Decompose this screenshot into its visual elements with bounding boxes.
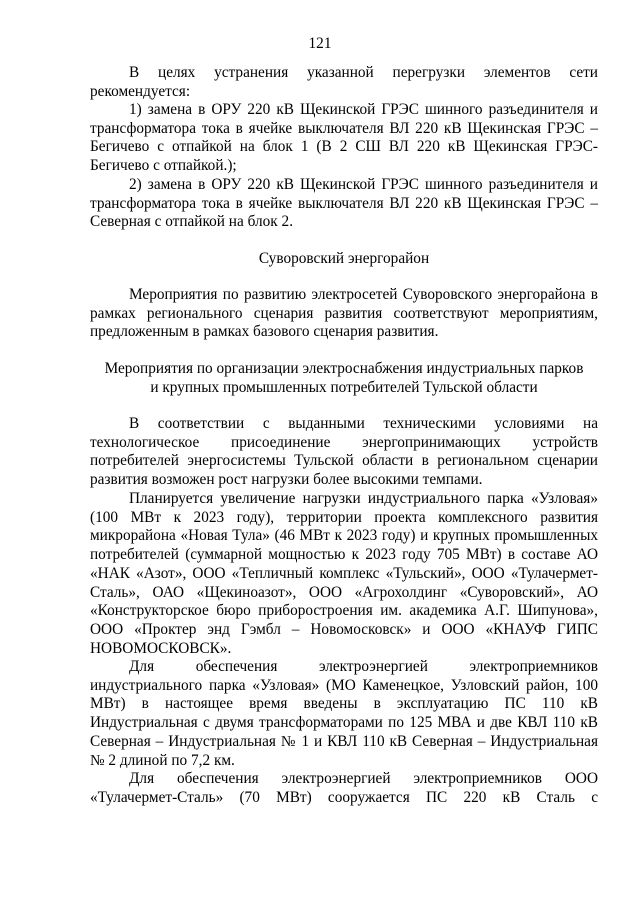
page-number: 121 xyxy=(308,35,332,52)
paragraph-intro-line-1: В целях устранения указанной перегрузки элементов сети xyxy=(129,64,598,81)
paragraph-uzlovaya: Для обеспечения электроэнергией электроприемников индустриального парка «Узловая» (МО Каменецкое, Узловский район, 100 МВт) в настоящее время введены в эксплуатацию ПС 110 кВ Индустриальная с двумя трансформаторами по 125 МВА и две КВЛ 110 кВ Северная – Индустриальная № 1 и КВЛ 110 кВ Северная – Индустриальная № 2 длиной по 7,2 км. xyxy=(90,658,598,769)
paragraph-intro-line-2: рекомендуется: xyxy=(90,82,191,100)
list-item-1: 1) замена в ОРУ 220 кВ Щекинской ГРЭС шинного разъединителя и трансформатора тока в ячейке выключателя ВЛ 220 кВ Щекинская ГРЭС – Бегичево с отпайкой на блок 1 (В 2 СШ ВЛ 220 кВ Щекинская ГРЭС-Бегичево с отпайкой.); xyxy=(90,101,598,175)
heading-line-2: и крупных промышленных потребителей Тульской области xyxy=(150,378,538,396)
paragraph-tech-conditions: В соответствии с выданными техническими условиями на технологическое присоединение энергопринимающих устройств потребителей энергосистемы Тульской области в региональном сценарии развития возможен рост нагрузки более высокими темпами. xyxy=(90,415,598,489)
section-heading-industrial-parks xyxy=(90,360,598,397)
paragraph-load-increase: Планируется увеличение нагрузки индустриального парка «Узловая» (100 МВт к 2023 году), территории проекта комплексного развития микрорайона «Новая Тула» (46 МВт к 2023 году) и крупных промышленных потребителей (суммарной мощностью к 2023 году 705 МВт) в составе АО «НАК «Азот», ООО «Тепличный комплекс «Тульский», ООО «Тулачермет-Сталь», ОАО «Щекиноазот», ООО «Агрохолдинг «Суворовский», АО «Конструкторское бюро приборостроения им. академика А.Г. Шипунова», ООО «Проктер энд Гэмбл – Новомосковск» и ООО «КНАУФ ГИПС НОВОМОСКОВСК». xyxy=(90,490,598,657)
paragraph-intro xyxy=(90,64,598,101)
heading-line-1: Мероприятия по организации электроснабжения индустриальных парков xyxy=(104,360,584,377)
paragraph-tulachermet: Для обеспечения электроэнергией электроприемников ООО «Тулачермет-Сталь» (70 МВт) сооружается ПС 220 кВ Сталь с xyxy=(90,770,598,806)
list-item-2: 2) замена в ОРУ 220 кВ Щекинской ГРЭС шинного разъединителя и трансформатора тока в ячейке выключателя ВЛ 220 кВ Щекинская ГРЭС – Северная с отпайкой на блок 2. xyxy=(90,176,598,231)
section-heading-suvorov: Суворовский энергорайон xyxy=(258,250,430,267)
paragraph-suvorov: Мероприятия по развитию электросетей Суворовского энергорайона в рамках регионального сценария развития соответствуют мероприятиям, предложенным в рамках базового сценария развития. xyxy=(90,286,598,341)
